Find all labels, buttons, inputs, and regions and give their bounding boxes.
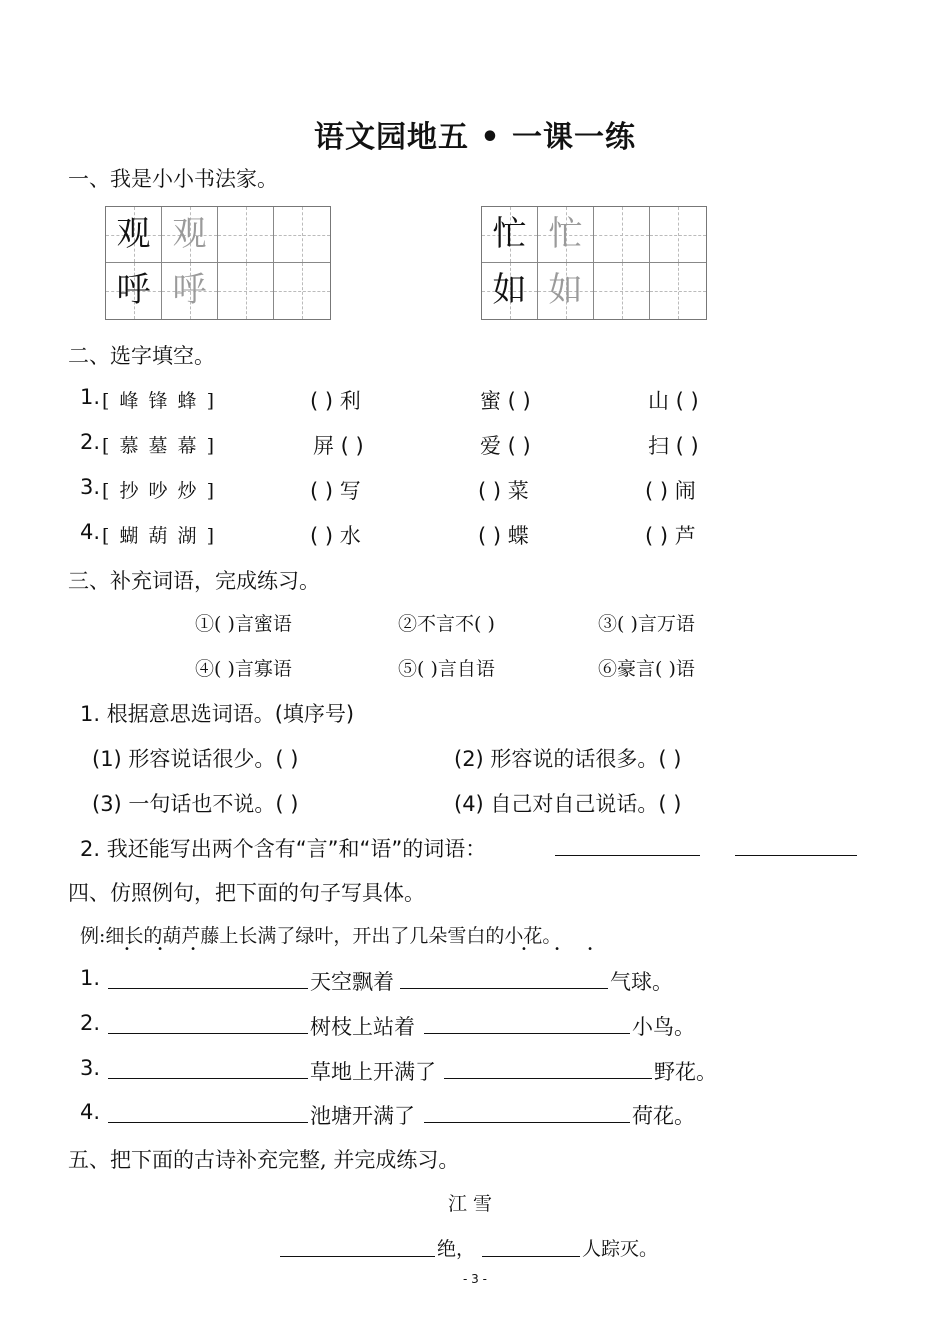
section-2-heading: 二、选字填空。	[68, 344, 215, 368]
s4-row-num: 1.	[80, 966, 101, 990]
answer-line[interactable]	[444, 1058, 652, 1079]
answer-line[interactable]	[424, 1013, 630, 1034]
s2-row-options: [ 蝴 葫 湖 ]	[102, 525, 216, 547]
idiom-item[interactable]: ②不言不( )	[398, 613, 495, 635]
answer-line[interactable]	[108, 1102, 308, 1123]
poem-line-1a: 绝，	[437, 1238, 476, 1260]
idiom-item[interactable]: ④( )言寡语	[195, 658, 292, 680]
grid-cell-trace: 忙	[538, 207, 594, 263]
section-5-heading: 五、把下面的古诗补充完整, 并完成练习。	[68, 1148, 460, 1172]
s2-blank-a[interactable]: ( ) 利	[310, 389, 361, 413]
grid-cell-empty[interactable]	[594, 263, 650, 319]
s4-row-num: 2.	[80, 1011, 101, 1035]
s4-row-end: 荷花。	[632, 1104, 695, 1128]
s4-row-mid: 池塘开满了	[310, 1104, 415, 1128]
grid-cell: 观	[106, 207, 162, 263]
s2-row-options: [ 抄 吵 炒 ]	[102, 480, 216, 502]
s3-q1-item[interactable]: (1) 形容说话很少。( )	[92, 747, 299, 771]
page-number: - 3 -	[463, 1272, 487, 1286]
s2-blank-a[interactable]: ( ) 水	[310, 524, 361, 548]
idiom-item[interactable]: ⑥豪言( )语	[598, 658, 695, 680]
section-4-heading: 四、仿照例句，把下面的句子写具体。	[68, 881, 425, 905]
writing-grid-right	[481, 206, 707, 320]
s2-blank-c[interactable]: 山 ( )	[648, 389, 699, 413]
s2-blank-c[interactable]: ( ) 芦	[645, 524, 696, 548]
s2-blank-c[interactable]: 扫 ( )	[648, 434, 699, 458]
grid-cell: 呼	[106, 263, 162, 319]
s2-row-num: 2.	[80, 430, 101, 454]
s3-question-1: 1. 根据意思选词语。(填序号)	[80, 702, 355, 726]
s4-row-end: 气球。	[610, 970, 673, 994]
answer-line[interactable]	[400, 968, 608, 989]
s2-row-num: 4.	[80, 520, 101, 544]
grid-cell: 如	[482, 263, 538, 319]
s2-row-num: 3.	[80, 475, 101, 499]
s2-blank-b[interactable]: ( ) 蝶	[478, 524, 529, 548]
answer-line[interactable]	[108, 968, 308, 989]
s3-question-2: 2. 我还能写出两个含有“言”和“语”的词语：	[80, 837, 487, 861]
s2-row-options: [ 慕 墓 幕 ]	[102, 435, 216, 457]
poem-line-1b: 人踪灭。	[582, 1238, 659, 1260]
s2-blank-c[interactable]: ( ) 闹	[645, 479, 696, 503]
s2-blank-b[interactable]: 蜜 ( )	[480, 389, 531, 413]
grid-cell-empty[interactable]	[650, 263, 706, 319]
poem-title: 江 雪	[448, 1193, 493, 1215]
s2-row-num: 1.	[80, 385, 101, 409]
grid-cell-empty[interactable]	[594, 207, 650, 263]
answer-line[interactable]	[108, 1013, 308, 1034]
writing-grid-left	[105, 206, 331, 320]
section-1-heading: 一、我是小小书法家。	[68, 167, 278, 191]
grid-cell-empty[interactable]	[274, 207, 330, 263]
grid-cell: 忙	[482, 207, 538, 263]
s4-row-end: 小鸟。	[632, 1015, 695, 1039]
grid-cell-empty[interactable]	[218, 207, 274, 263]
answer-line[interactable]	[108, 1058, 308, 1079]
answer-line[interactable]	[735, 835, 857, 856]
answer-line[interactable]	[424, 1102, 630, 1123]
grid-cell-empty[interactable]	[650, 207, 706, 263]
s2-blank-a[interactable]: ( ) 写	[310, 479, 361, 503]
idiom-item[interactable]: ③( )言万语	[598, 613, 695, 635]
grid-cell-trace: 如	[538, 263, 594, 319]
s4-row-end: 野花。	[654, 1060, 717, 1084]
s4-row-mid: 天空飘着	[310, 970, 394, 994]
grid-cell-trace: 观	[162, 207, 218, 263]
s2-blank-a[interactable]: 屏 ( )	[313, 434, 364, 458]
s2-blank-b[interactable]: ( ) 菜	[478, 479, 529, 503]
s4-row-num: 4.	[80, 1100, 101, 1124]
s2-row-options: [ 峰 锋 蜂 ]	[102, 390, 216, 412]
s3-q1-item[interactable]: (4) 自己对自己说话。( )	[454, 792, 682, 816]
s4-row-mid: 树枝上站着	[310, 1015, 415, 1039]
emphasis-dots-1: • • •	[124, 944, 209, 955]
emphasis-dots-2: • • •	[521, 944, 606, 955]
grid-cell-trace: 呼	[162, 263, 218, 319]
s3-q1-item[interactable]: (2) 形容说的话很多。( )	[454, 747, 682, 771]
s4-row-mid: 草地上开满了	[310, 1060, 436, 1084]
page-title: 语文园地五 • 一课一练	[313, 120, 637, 155]
grid-cell-empty[interactable]	[218, 263, 274, 319]
example-sentence: 例:细长的葫芦藤上长满了绿叶，开出了几朵雪白的小花。	[80, 925, 562, 947]
idiom-item[interactable]: ⑤( )言自语	[398, 658, 495, 680]
answer-line[interactable]	[280, 1236, 435, 1257]
idiom-item[interactable]: ①( )言蜜语	[195, 613, 292, 635]
answer-line[interactable]	[555, 835, 700, 856]
grid-cell-empty[interactable]	[274, 263, 330, 319]
section-3-heading: 三、补充词语，完成练习。	[68, 569, 320, 593]
s2-blank-b[interactable]: 爱 ( )	[480, 434, 531, 458]
answer-line[interactable]	[482, 1236, 580, 1257]
s4-row-num: 3.	[80, 1056, 101, 1080]
s3-q1-item[interactable]: (3) 一句话也不说。( )	[92, 792, 299, 816]
